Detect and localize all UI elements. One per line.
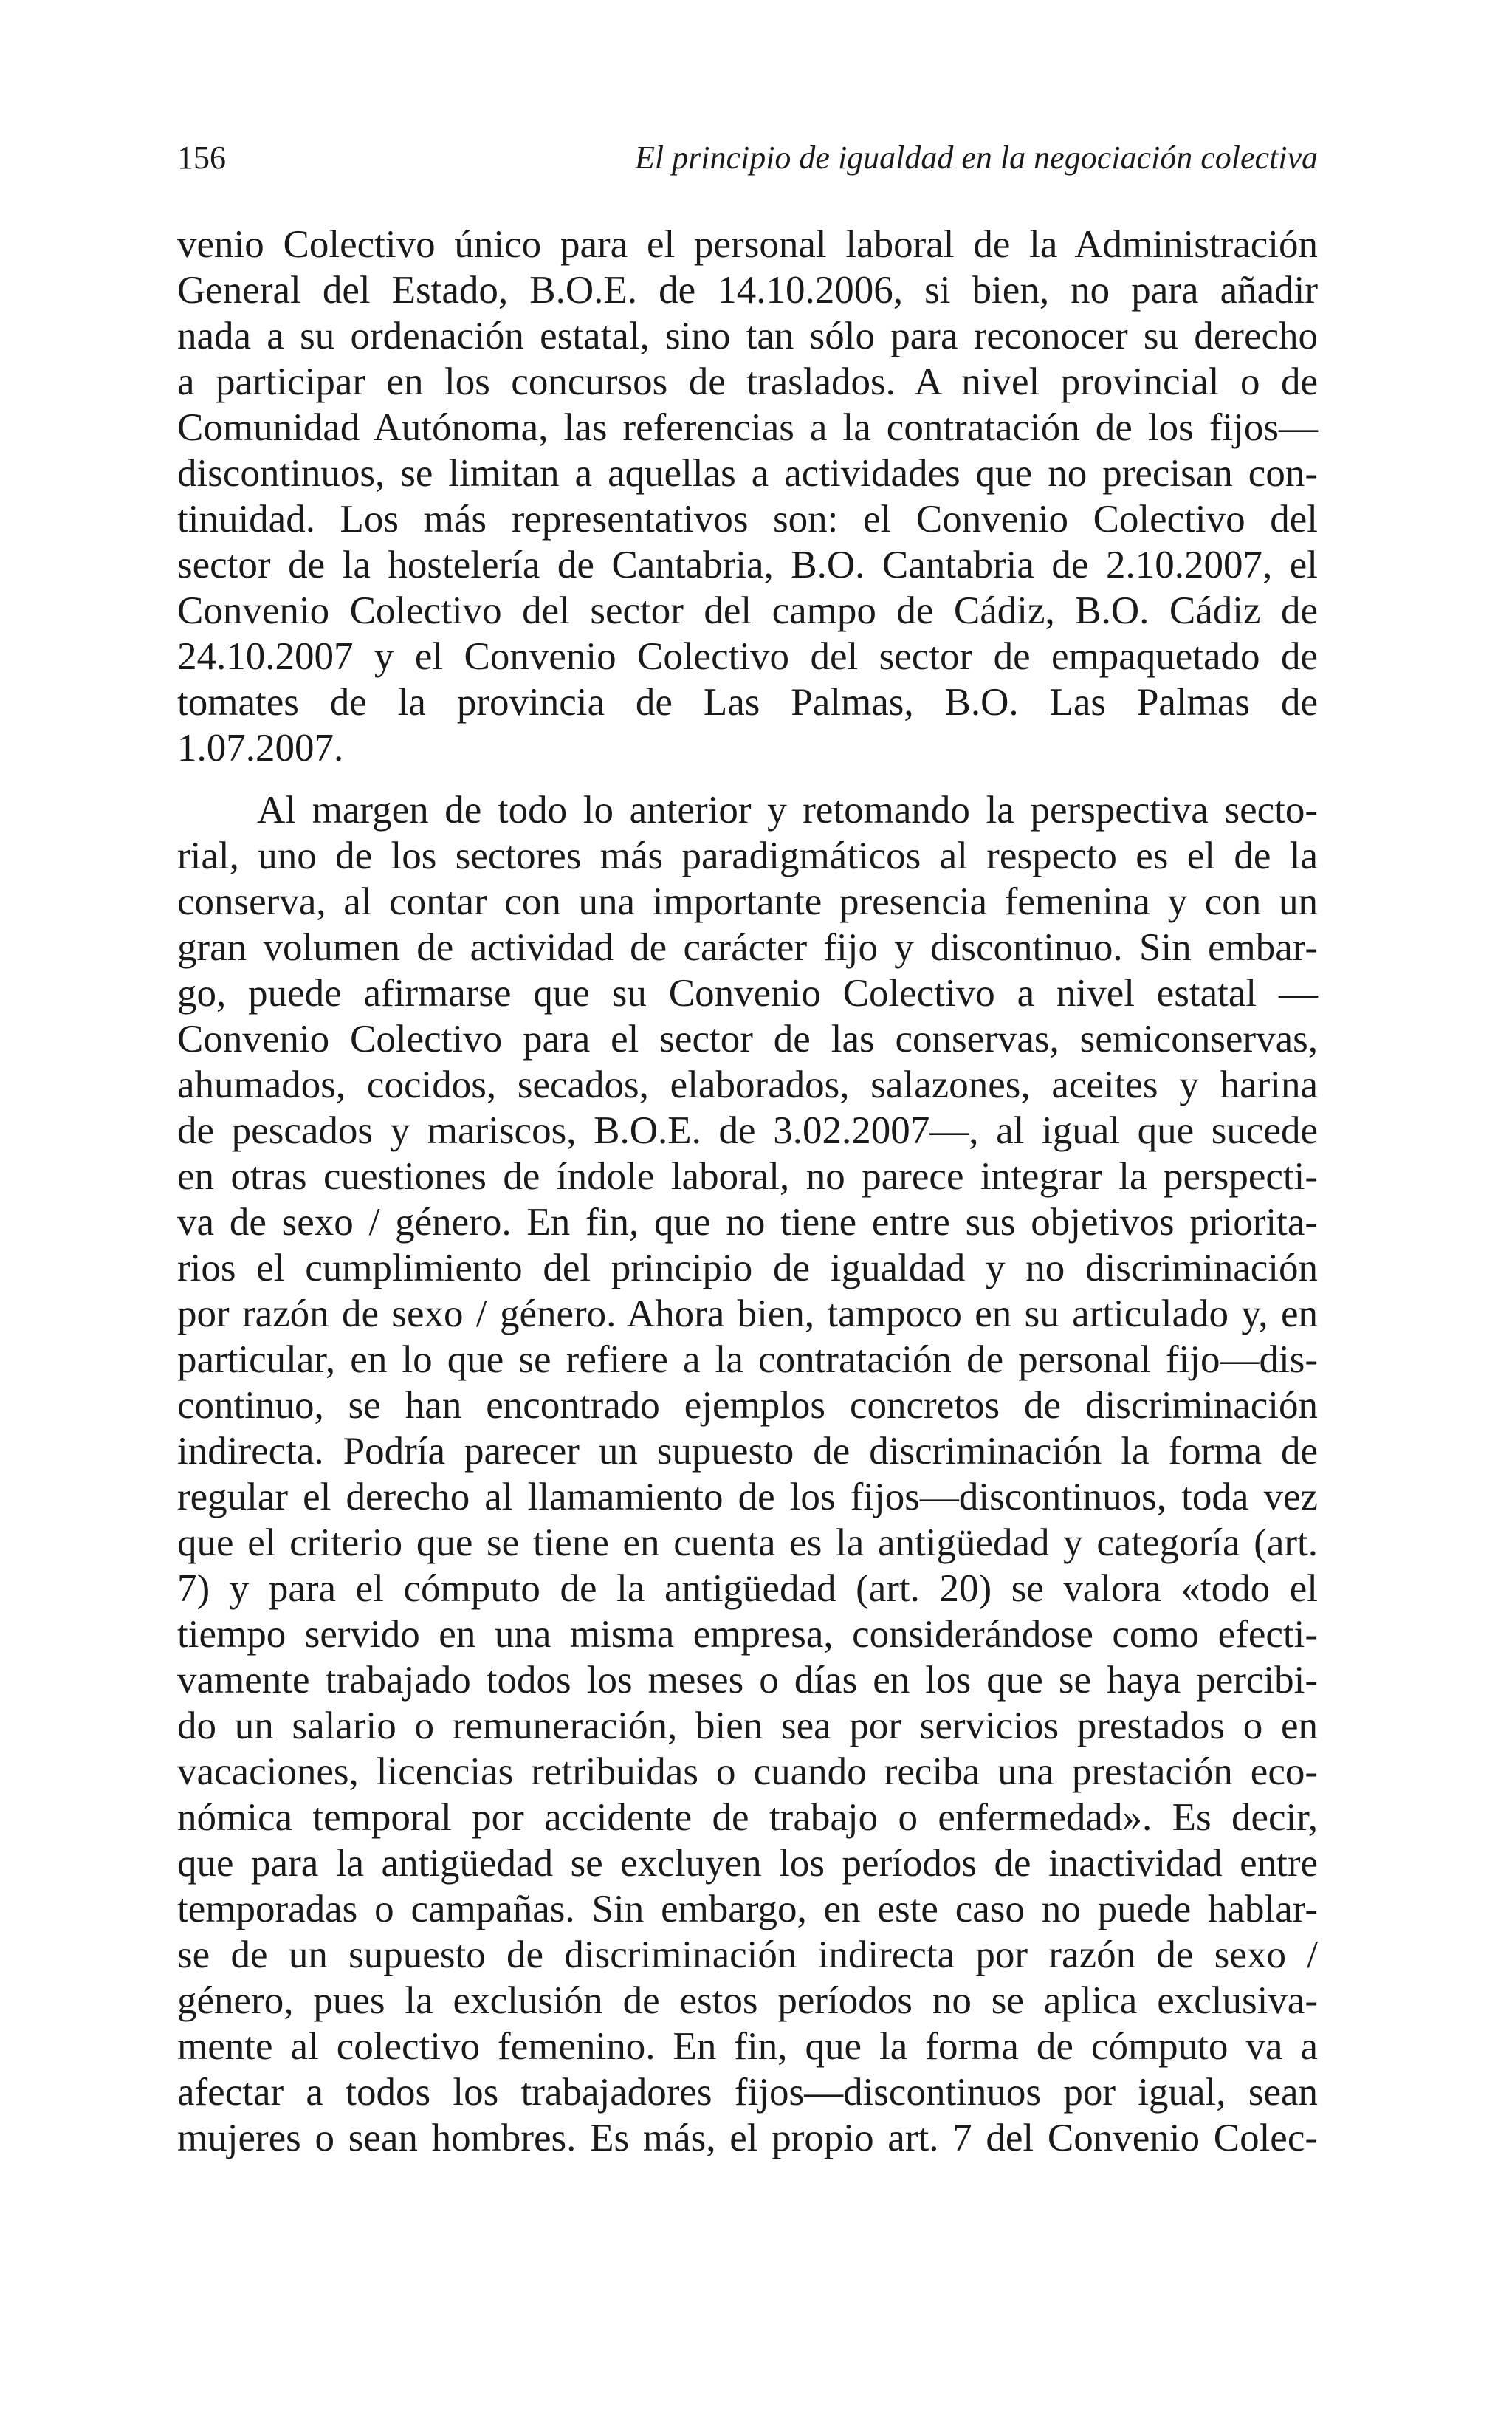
text-line: regular el derecho al llamamiento de los fijos—discontinuos, toda vez [177, 1476, 1318, 1518]
text-line: por razón de sexo / género. Ahora bien, tampoco en su articulado y, en [177, 1292, 1318, 1335]
running-title: El principio de igualdad en la negociación colectiva [635, 140, 1318, 176]
text-line: mente al colectivo femenino. En fin, que la forma de cómputo va a [177, 2025, 1318, 2068]
text-line: tomates de la provincia de Las Palmas, B.O. Las Palmas de [177, 681, 1318, 724]
text-line: conserva, al contar con una importante presencia femenina y con un [177, 880, 1318, 923]
text-line: continuo, se han encontrado ejemplos concretos de discriminación [177, 1384, 1318, 1427]
text-line: nada a su ordenación estatal, sino tan sólo para reconocer su derecho [177, 315, 1318, 357]
text-line: 7) y para el cómputo de la antigüedad (art. 20) se valora «todo el [177, 1567, 1318, 1610]
body-text [177, 222, 1318, 2161]
text-line: rial, uno de los sectores más paradigmáticos al respecto es el de la [177, 835, 1318, 877]
text-line: General del Estado, B.O.E. de 14.10.2006, si bien, no para añadir [177, 269, 1318, 312]
text-line: mujeres o sean hombres. Es más, el propio art. 7 del Convenio Colec- [177, 2117, 1318, 2159]
text-line: nómica temporal por accidente de trabajo o enfermedad». Es decir, [177, 1796, 1318, 1839]
text-line: do un salario o remuneración, bien sea por servicios prestados o en [177, 1704, 1318, 1747]
text-line: de pescados y mariscos, B.O.E. de 3.02.2007—, al igual que sucede [177, 1109, 1318, 1152]
page-header [177, 137, 1318, 182]
text-line: a participar en los concursos de traslados. A nivel provincial o de [177, 360, 1318, 403]
paragraph [177, 787, 1318, 2161]
text-line: que el criterio que se tiene en cuenta es la antigüedad y categoría (art. [177, 1521, 1318, 1564]
text-line: sector de la hostelería de Cantabria, B.O. Cantabria de 2.10.2007, el [177, 544, 1318, 586]
page-number: 156 [177, 140, 226, 176]
text-line: 1.07.2007. [177, 727, 344, 770]
text-line: gran volumen de actividad de carácter fijo y discontinuo. Sin embar- [177, 926, 1318, 969]
text-line: indirecta. Podría parecer un supuesto de discriminación la forma de [177, 1430, 1318, 1473]
text-line: se de un supuesto de discriminación indirecta por razón de sexo / [177, 1933, 1318, 1976]
text-line: temporadas o campañas. Sin embargo, en este caso no puede hablar- [177, 1888, 1318, 1930]
text-line: que para la antigüedad se excluyen los períodos de inactividad entre [177, 1842, 1318, 1885]
text-line: va de sexo / género. En fin, que no tiene entre sus objetivos priorita- [177, 1201, 1318, 1244]
text-line: ahumados, cocidos, secados, elaborados, salazones, aceites y harina [177, 1063, 1318, 1106]
text-line: en otras cuestiones de índole laboral, no parece integrar la perspecti- [177, 1155, 1318, 1198]
text-line: particular, en lo que se refiere a la contratación de personal fijo—dis- [177, 1338, 1318, 1381]
text-line: vacaciones, licencias retribuidas o cuando reciba una prestación eco- [177, 1750, 1318, 1793]
text-line: discontinuos, se limitan a aquellas a actividades que no precisan con- [177, 452, 1318, 495]
text-line: Convenio Colectivo para el sector de las conservas, semiconservas, [177, 1018, 1318, 1061]
text-line: género, pues la exclusión de estos períodos no se aplica exclusiva- [177, 1979, 1318, 2022]
text-line: tinuidad. Los más representativos son: el Convenio Colectivo del [177, 498, 1318, 541]
text-line: vamente trabajado todos los meses o días en los que se haya percibi- [177, 1659, 1318, 1702]
text-line: venio Colectivo único para el personal laboral de la Administración [177, 223, 1318, 266]
text-line: Convenio Colectivo del sector del campo de Cádiz, B.O. Cádiz de [177, 589, 1318, 632]
paragraph-continuation [177, 222, 1318, 771]
text-line: Comunidad Autónoma, las referencias a la contratación de los fijos— [177, 406, 1318, 449]
text-line: 24.10.2007 y el Convenio Colectivo del sector de empaquetado de [177, 635, 1318, 678]
paragraph-spacer [177, 771, 1318, 787]
text-line: afectar a todos los trabajadores fijos—discontinuos por igual, sean [177, 2071, 1318, 2114]
text-line: rios el cumplimiento del principio de igualdad y no discriminación [177, 1247, 1318, 1289]
text-line: go, puede afirmarse que su Convenio Colectivo a nivel estatal — [177, 972, 1318, 1015]
text-line: Al margen de todo lo anterior y retomando la perspectiva secto- [257, 789, 1318, 832]
text-line: tiempo servido en una misma empresa, considerándose como efecti- [177, 1613, 1318, 1656]
